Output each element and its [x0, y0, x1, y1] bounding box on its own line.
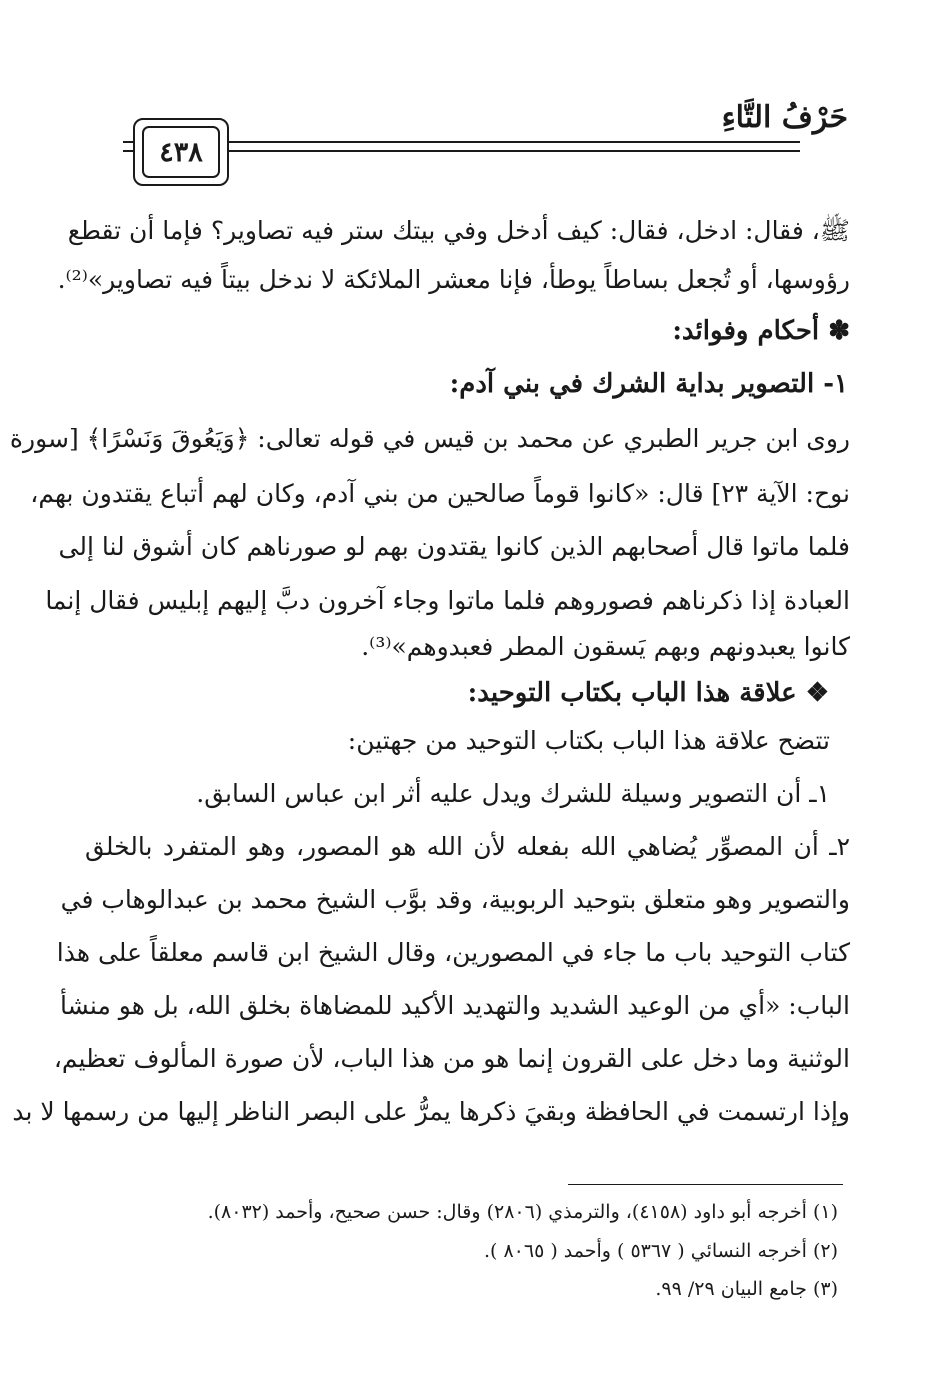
header-rule — [195, 141, 800, 152]
body-line: وإذا ارتسمت في الحافظة وبقيَ ذكرها يمرُّ على البصر الناظر إليها من رسمها لا بد — [12, 1097, 850, 1126]
section-heading: ❖ علاقة هذا الباب بكتاب التوحيد: — [467, 678, 829, 708]
page-number-frame — [133, 118, 229, 186]
body-line: ٢ـ أن المصوِّر يُضاهي الله بفعله لأن الله هو المصور، وهو المتفرد بالخلق — [85, 832, 850, 861]
body-line: الباب: «أي من الوعيد الشديد والتهديد الأكيد للمضاهاة بخلق الله، بل هو منشأ — [59, 991, 850, 1020]
body-line: العبادة إذا ذكرناهم فصوروهم فلما ماتوا وجاء آخرون دبَّ إليهم إبليس فقال إنما — [45, 586, 850, 615]
footnote: (٣) جامع البيان ٢٩/ ٩٩. — [655, 1278, 838, 1300]
body-line: ١ـ أن التصوير وسيلة للشرك ويدل عليه أثر ابن عباس السابق. — [196, 779, 830, 808]
body-line: كانوا يعبدونهم وبهم يَسقون المطر فعبدوهم»⁽³⁾. — [361, 632, 850, 661]
body-line: رؤوسها، أو تُجعل بساطاً يوطأ، فإنا معشر الملائكة لا ندخل بيتاً فيه تصاوير»⁽²⁾. — [57, 265, 850, 294]
body-line: كتاب التوحيد باب ما جاء في المصورين، وقال الشيخ ابن قاسم معلقاً على هذا — [56, 938, 850, 967]
footnote-rule — [568, 1184, 843, 1185]
body-line: روى ابن جرير الطبري عن محمد بن قيس في قوله تعالى: ﴿وَيَعُوقَ وَنَسْرًا﴾ [سورة — [9, 424, 850, 453]
body-line: نوح: الآية ٢٣] قال: «كانوا قوماً صالحين من بني آدم، وكان لهم أتباع يقتدون بهم، — [30, 479, 850, 508]
section-heading: ١- التصوير بداية الشرك في بني آدم: — [449, 369, 848, 399]
body-line: فلما ماتوا قال أصحابهم الذين كانوا يقتدون بهم لو صورناهم كان أشوق لنا إلى — [58, 532, 850, 561]
body-line: تتضح علاقة هذا الباب بكتاب التوحيد من جهتين: — [347, 726, 830, 755]
section-heading: ✽ أحكام وفوائد: — [672, 316, 850, 346]
footnote: (١) أخرجه أبو داود (٤١٥٨)، والترمذي (٢٨٠٦) وقال: حسن صحيح، وأحمد (٨٠٣٢). — [207, 1201, 838, 1223]
chapter-title: حَرْفُ التَّاءِ — [721, 100, 848, 135]
body-line: الوثنية وما دخل على القرون إنما هو من هذا الباب، لأن صورة المألوف تعظيم، — [53, 1044, 850, 1073]
body-line: والتصوير وهو متعلق بتوحيد الربوبية، وقد بوَّب الشيخ محمد بن عبدالوهاب في — [60, 885, 850, 914]
footnote: (٢) أخرجه النسائي ( ٥٣٦٧ ) وأحمد ( ٨٠٦٥ ). — [483, 1240, 838, 1262]
body-line: ﷺ، فقال: ادخل، فقال: كيف أدخل وفي بيتك ستر فيه تصاوير؟ فإما أن تقطع — [67, 216, 850, 245]
page-number: ٤٣٨ — [142, 126, 220, 178]
